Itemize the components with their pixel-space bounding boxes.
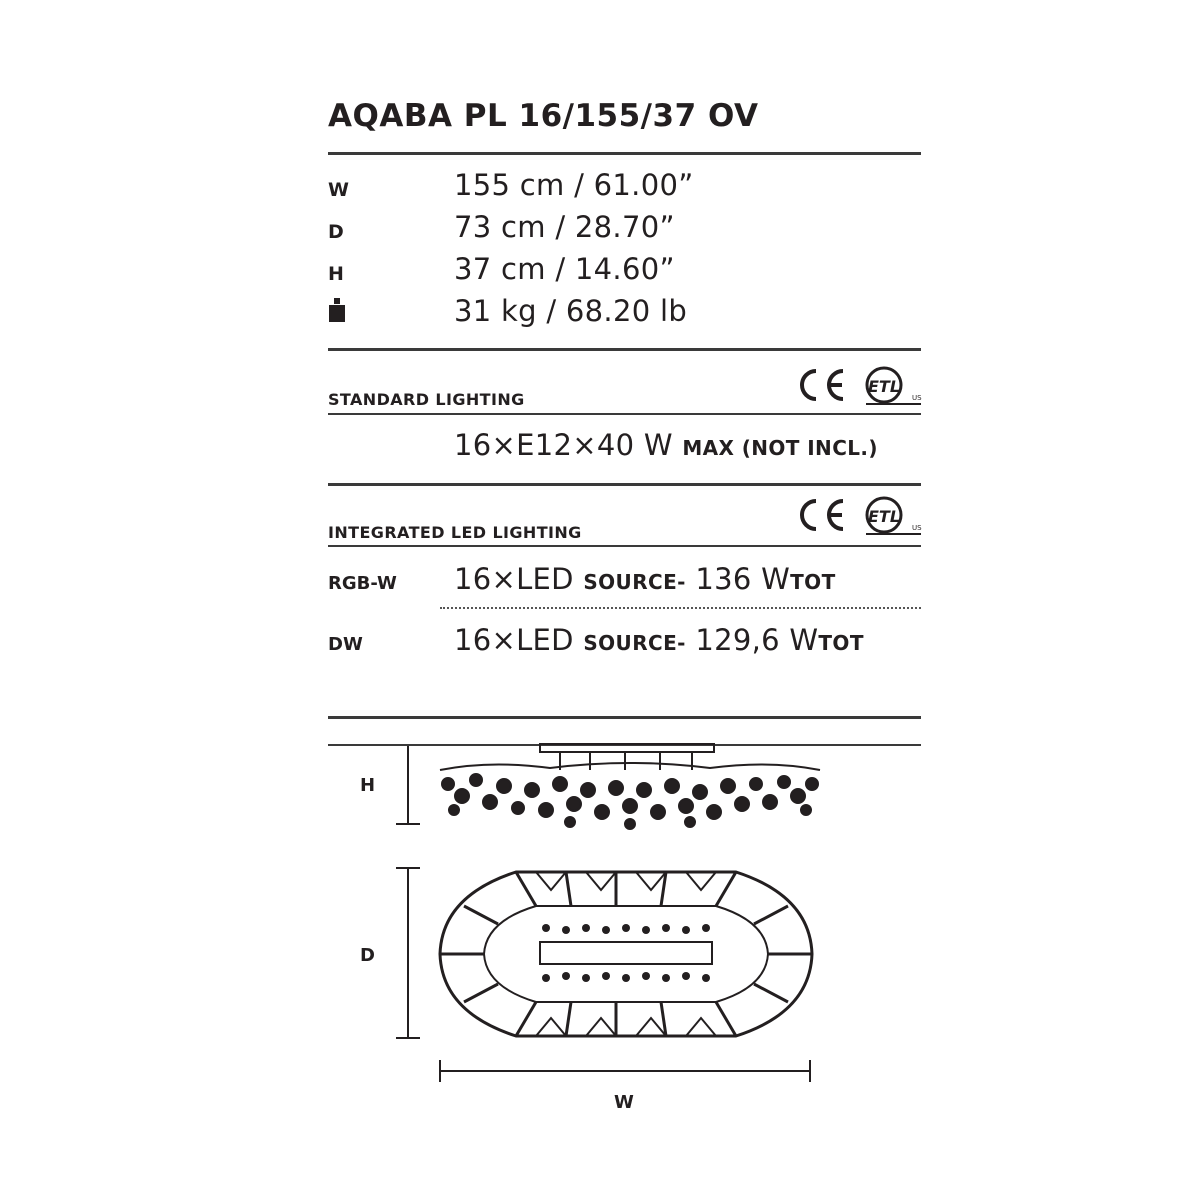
- dimension-value-w: 155 cm / 61.00”: [454, 168, 694, 202]
- led-row-dash: -: [677, 631, 686, 655]
- led-row-spec-rgbw: [454, 562, 836, 596]
- led-row-label-dw: DW: [328, 634, 363, 655]
- ce-mark-icon: [802, 501, 843, 529]
- led-row-power: 136 W: [695, 562, 791, 596]
- top-view-drawing: [436, 866, 816, 1042]
- title-divider: [328, 152, 921, 155]
- dimensions-divider: [328, 348, 921, 351]
- led-lighting-bottom-divider: [328, 716, 921, 719]
- height-dimension-line: [396, 744, 426, 828]
- led-row-main: 16×LED: [454, 562, 574, 596]
- led-row-separator: [440, 607, 921, 609]
- svg-text:ETL: ETL: [867, 377, 901, 396]
- led-row-spec-dw: [454, 623, 864, 657]
- standard-lighting-bottom-divider: [328, 483, 921, 486]
- standard-lighting-spec-suffix: MAX (NOT INCL.): [682, 436, 878, 460]
- etl-mark-icon: [866, 368, 922, 404]
- product-title: AQABA PL 16/155/37 OV: [328, 98, 759, 134]
- drawing-width-label: W: [614, 1092, 634, 1113]
- led-row-tot: TOT: [790, 570, 836, 594]
- led-certifications: [796, 496, 926, 542]
- etl-mark-icon: [866, 498, 922, 534]
- dimension-value-h: 37 cm / 14.60”: [454, 252, 675, 286]
- drawing-height-label: H: [360, 775, 376, 796]
- dimension-label-d: D: [328, 221, 344, 243]
- led-row-main: 16×LED: [454, 623, 574, 657]
- drawing-depth-label: D: [360, 945, 375, 966]
- svg-text:US: US: [912, 394, 922, 402]
- side-view-drawing: [430, 740, 830, 832]
- standard-certifications: [796, 366, 926, 408]
- standard-lighting-heading: STANDARD LIGHTING: [328, 390, 525, 409]
- standard-lighting-spec-main: 16×E12×40 W: [454, 428, 673, 462]
- dimension-value-d: 73 cm / 28.70”: [454, 210, 675, 244]
- standard-lighting-spec: [454, 428, 878, 462]
- led-lighting-divider: [328, 545, 921, 547]
- dimension-label-w: W: [328, 179, 349, 201]
- led-row-source: SOURCE: [583, 631, 678, 655]
- ce-mark-icon: [802, 371, 843, 399]
- width-dimension-line: [436, 1056, 816, 1086]
- led-row-source: SOURCE: [583, 570, 678, 594]
- led-row-label-rgbw: RGB-W: [328, 573, 397, 594]
- svg-text:ETL: ETL: [867, 507, 901, 526]
- led-lighting-heading: INTEGRATED LED LIGHTING: [328, 523, 582, 542]
- led-row-power: 129,6 W: [695, 623, 819, 657]
- weight-icon: [328, 298, 348, 324]
- standard-lighting-divider: [328, 413, 921, 415]
- depth-dimension-line: [396, 866, 426, 1042]
- weight-value: 31 kg / 68.20 lb: [454, 294, 688, 328]
- led-row-dash: -: [677, 570, 686, 594]
- dimension-label-h: H: [328, 263, 344, 285]
- led-row-tot: TOT: [818, 631, 864, 655]
- svg-text:US: US: [912, 524, 922, 532]
